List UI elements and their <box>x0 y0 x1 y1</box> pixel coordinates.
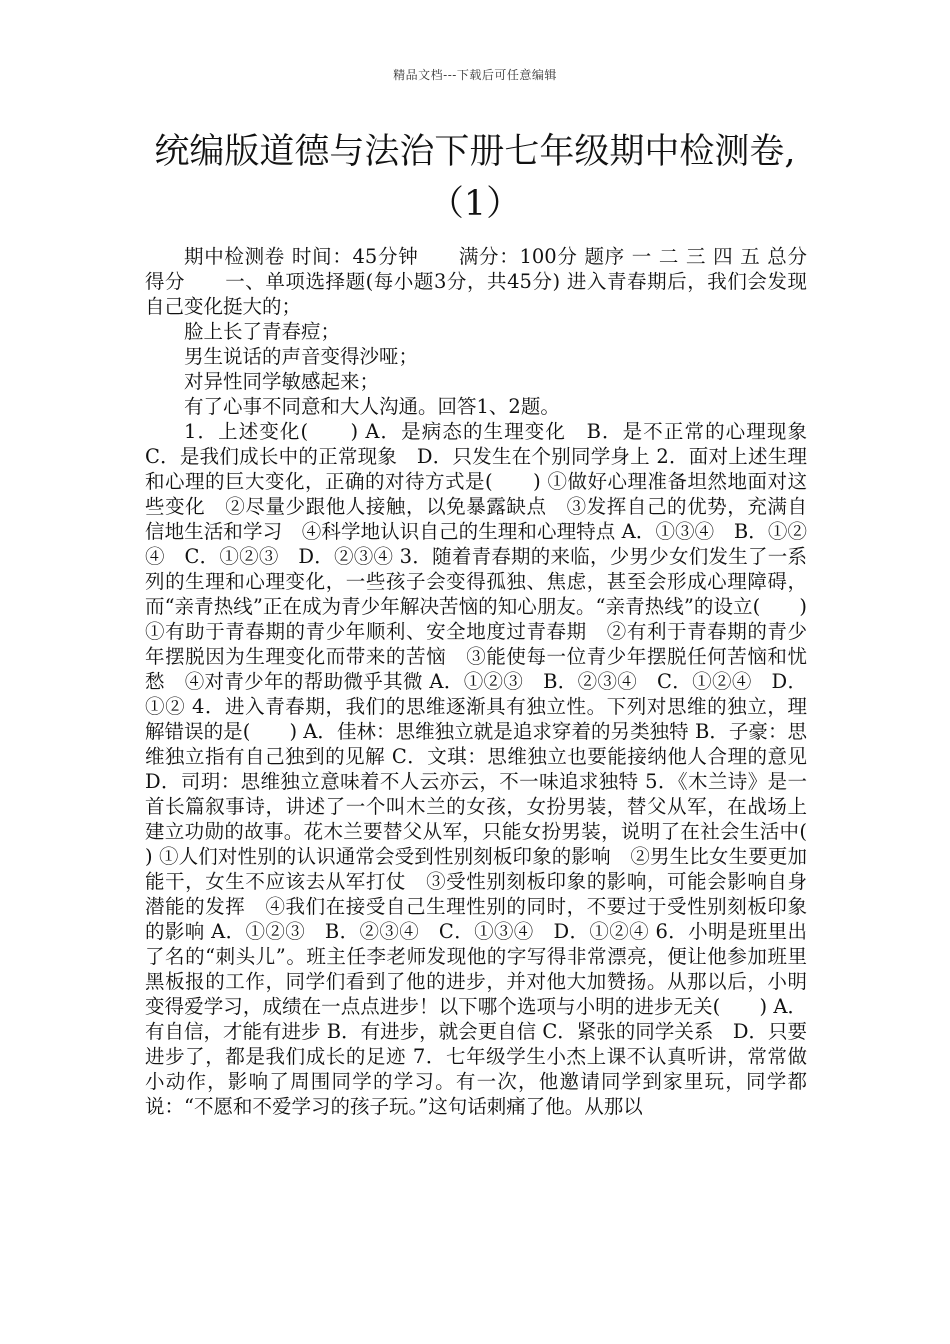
intro-paragraph: 期中检测卷 时间：45分钟 满分：100分 题序 一 二 三 四 五 总分 得分 一、单项选择题(每小题3分，共45分) 进入青春期后，我们会发现自己变化挺大的； <box>145 245 807 318</box>
list-item-communication: 有了心事不同意和大人沟通。回答1、2题。 <box>184 395 560 418</box>
questions-paragraph: 1．上述变化( ) A．是病态的生理变化 B．是不正常的心理现象 C．是我们成长中的正常现象 D．只发生在个别同学身上 2．面对上述生理和心理的巨大变化，正确的对待方式是( ) ①做好心理准备坦然地面对这些变化 ②尽量少跟他人接触，以免暴露缺点 ③发挥自己的优势，充满自信地生活和学习 ④科学地认识自己的生理和心理特点 A．①③④ B．①②④ C．①②③ D．②③④ 3．随着青春期的来临，少男少女们发生了一系列的生理和心理变化，一些孩子会变得孤独、焦虑，甚至会形成心理障碍，而“亲青热线”正在成为青少年解决苦恼的知心朋友。“亲青热线”的设立( ) ①有助于青春期的青少年顺利、安全地度过青春期 ②有利于青春期的青少年摆脱因为生理变化而带来的苦恼 ③能使每一位青少年摆脱任何苦恼和忧愁 ④对青少年的帮助微乎其微 A．①②③ B．②③④ C．①②④ D．①② 4．进入青春期，我们的思维逐渐具有独立性。下列对思维的独立，理解错误的是( ) A．佳林：思维独立就是追求穿着的另类独特 B．子豪：思维独立指有自己独到的见解 C．文琪：思维独立也要能接纳他人合理的意见 D．司玥：思维独立意味着不人云亦云，不一味追求独特 5．《木兰诗》是一首长篇叙事诗，讲述了一个叫木兰的女孩，女扮男装，替父从军，在战场上建立功勋的故事。花木兰要替父从军，只能女扮男装，说明了在社会生活中( ) ①人们对性别的认识通常会受到性别刻板印象的影响 ②男生比女生要更加能干，女生不应该去从军打仗 ③受性别刻板印象的影响，可能会影响自身潜能的发挥 ④我们在接受自己生理性别的同时，不要过于受性别刻板印象的影响 A．①②③ B．②③④ C．①③④ D．①②④ 6．小明是班里出了名的“刺头儿”。班主任李老师发现他的字写得非常漂亮，便让他参加班里黑板报的工作，同学们看到了他的进步，并对他大加赞扬。从那以后，小明变得爱学习，成绩在一点点进步！以下哪个选项与小明的进步无关( ) A．有自信，才能有进步 B．有进步，就会更自信 C．紧张的同学关系 D．只要进步了，都是我们成长的足迹 7．七年级学生小杰上课不认真听讲，常常做小动作，影响了周围同学的学习。有一次，他邀请同学到家里玩，同学都说：“不愿和不爱学习的孩子玩。”这句话刺痛了他。从那以 <box>145 420 847 1118</box>
document-body <box>145 244 847 1119</box>
list-item-voice: 男生说话的声音变得沙哑； <box>184 345 419 368</box>
list-item-sensitivity: 对异性同学敏感起来； <box>184 370 380 393</box>
document-title: 统编版道德与法治下册七年级期中检测卷,（1） <box>154 132 796 224</box>
page-header-watermark: 精品文档---下载后可任意编辑 <box>393 68 557 82</box>
list-item-acne: 脸上长了青春痘； <box>184 320 341 343</box>
